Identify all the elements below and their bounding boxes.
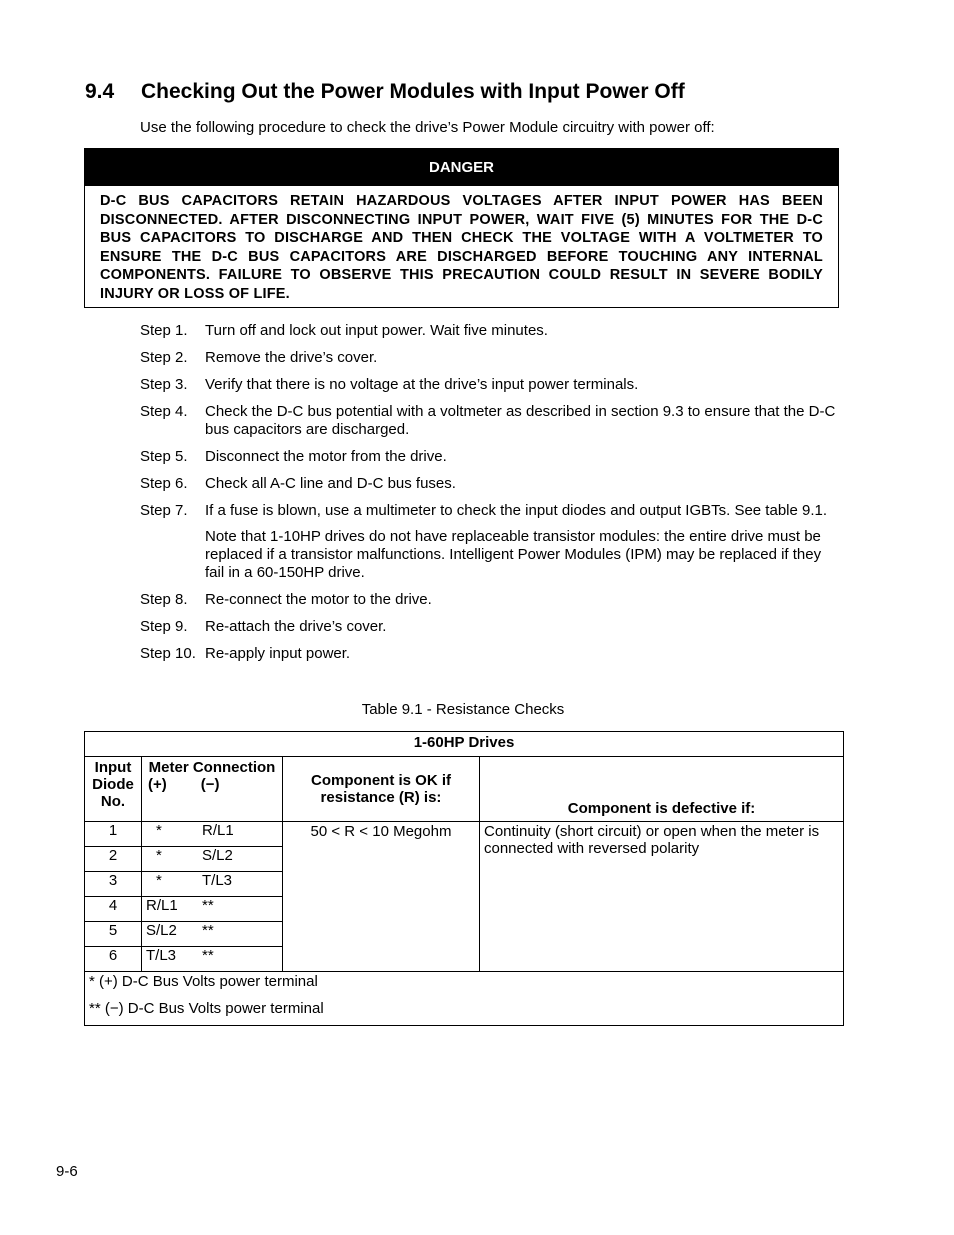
step-item [140,448,840,466]
diode-number: 1 [85,822,142,847]
diode-number: 6 [85,947,142,972]
step-note: Note that 1-10HP drives do not have replaceable transistor modules: the entire drive must be replaced if a transistor malfunctions. Intelligent Power Modules (IPM) may be replaced if they fail in a 60-150HP drive. [205,528,822,581]
meter-minus: ** [202,922,214,939]
step-label: Step 3. [140,376,188,393]
meter-plus: * [156,822,162,839]
step-label: Step 2. [140,349,188,366]
step-text: Remove the drive’s cover. [205,349,378,366]
header-ok: Component is OK if resistance (R) is: [283,757,480,822]
defective-condition: Continuity (short circuit) or open when the meter is connected with reversed polarity [480,822,844,972]
step-text: Re-connect the motor to the drive. [205,591,432,608]
step-item [140,645,840,663]
danger-box [84,148,839,308]
header-defective: Component is defective if: [480,757,844,822]
diode-number: 2 [85,847,142,872]
meter-connection [142,872,283,897]
step-label: Step 8. [140,591,188,608]
step-item [140,403,840,439]
diode-number: 4 [85,897,142,922]
meter-connection [142,922,283,947]
step-label: Step 6. [140,475,188,492]
resistance-table [84,731,844,1026]
header-diode: Input Diode No. [85,757,142,822]
table-title: 1-60HP Drives [85,732,844,757]
meter-connection [142,947,283,972]
procedure-steps [140,322,840,672]
header-plus: (+) [148,776,167,793]
step-text: If a fuse is blown, use a multimeter to check the input diodes and output IGBTs. See table 9.1. [205,502,828,519]
step-item [140,502,840,520]
header-meter [142,757,283,822]
step-text: Turn off and lock out input power. Wait five minutes. [205,322,548,339]
step-item [140,591,840,609]
diode-number: 5 [85,922,142,947]
step-label: Step 1. [140,322,188,339]
step-item [140,349,840,367]
header-meter-label: Meter Connection [148,759,276,776]
step-item [140,322,840,340]
step-text: Check all A-C line and D-C bus fuses. [205,475,456,492]
section-title: Checking Out the Power Modules with Input Power Off [141,80,685,103]
step-label: Step 10. [140,645,196,662]
table-row [85,822,844,847]
step-text: Verify that there is no voltage at the drive’s input power terminals. [205,376,639,393]
meter-connection [142,847,283,872]
step-text: Disconnect the motor from the drive. [205,448,447,465]
header-minus: (−) [200,776,220,793]
meter-minus: ** [202,897,214,914]
step-text: Re-apply input power. [205,645,351,662]
footnote-minus: ** (−) D-C Bus Volts power terminal [85,996,844,1026]
meter-plus: * [156,872,162,889]
table-caption: Table 9.1 - Resistance Checks [361,701,565,718]
footnote-plus: * (+) D-C Bus Volts power terminal [85,972,844,997]
step-text: Re-attach the drive’s cover. [205,618,387,635]
ok-condition: 50 < R < 10 Megohm [283,822,480,972]
step-label: Step 9. [140,618,188,635]
step-item [140,475,840,493]
meter-plus: * [156,847,162,864]
meter-connection [142,897,283,922]
meter-connection [142,822,283,847]
meter-minus: S/L2 [202,847,233,864]
section-heading [85,80,845,104]
page-number: 9-6 [56,1163,78,1180]
meter-minus: R/L1 [202,822,234,839]
meter-minus: ** [202,947,214,964]
step-item [140,376,840,394]
danger-label: DANGER [85,149,838,186]
section-number: 9.4 [85,80,115,103]
step-text: Check the D-C bus potential with a voltmeter as described in section 9.3 to ensure that the D-C bus capacitors are discharged. [205,403,836,438]
diode-number: 3 [85,872,142,897]
step-label: Step 7. [140,502,188,519]
danger-text: D-C BUS CAPACITORS RETAIN HAZARDOUS VOLTAGES AFTER INPUT POWER HAS BEEN DISCONNECTED. AFTER DISCONNECTING INPUT POWER, WAIT FIVE (5) MINUTES FOR THE D-C BUS CAPACITORS TO DISCHARGE AND THEN CHECK THE VOLTAGE WITH A VOLTMETER TO ENSURE THE D-C BUS CAPACITORS ARE DISCHARGED BEFORE TOUCHING ANY INTERNAL COMPONENTS. FAILURE TO OBSERVE THIS PRECAUTION COULD RESULT IN SEVERE BODILY INJURY OR LOSS OF LIFE. [100,193,823,302]
step-item [140,618,840,636]
step-label: Step 4. [140,403,188,420]
meter-plus: R/L1 [146,897,178,914]
meter-plus: S/L2 [146,922,177,939]
intro-paragraph: Use the following procedure to check the drive’s Power Module circuitry with power off: [140,119,715,136]
meter-minus: T/L3 [202,872,233,889]
meter-plus: T/L3 [146,947,177,964]
step-label: Step 5. [140,448,188,465]
